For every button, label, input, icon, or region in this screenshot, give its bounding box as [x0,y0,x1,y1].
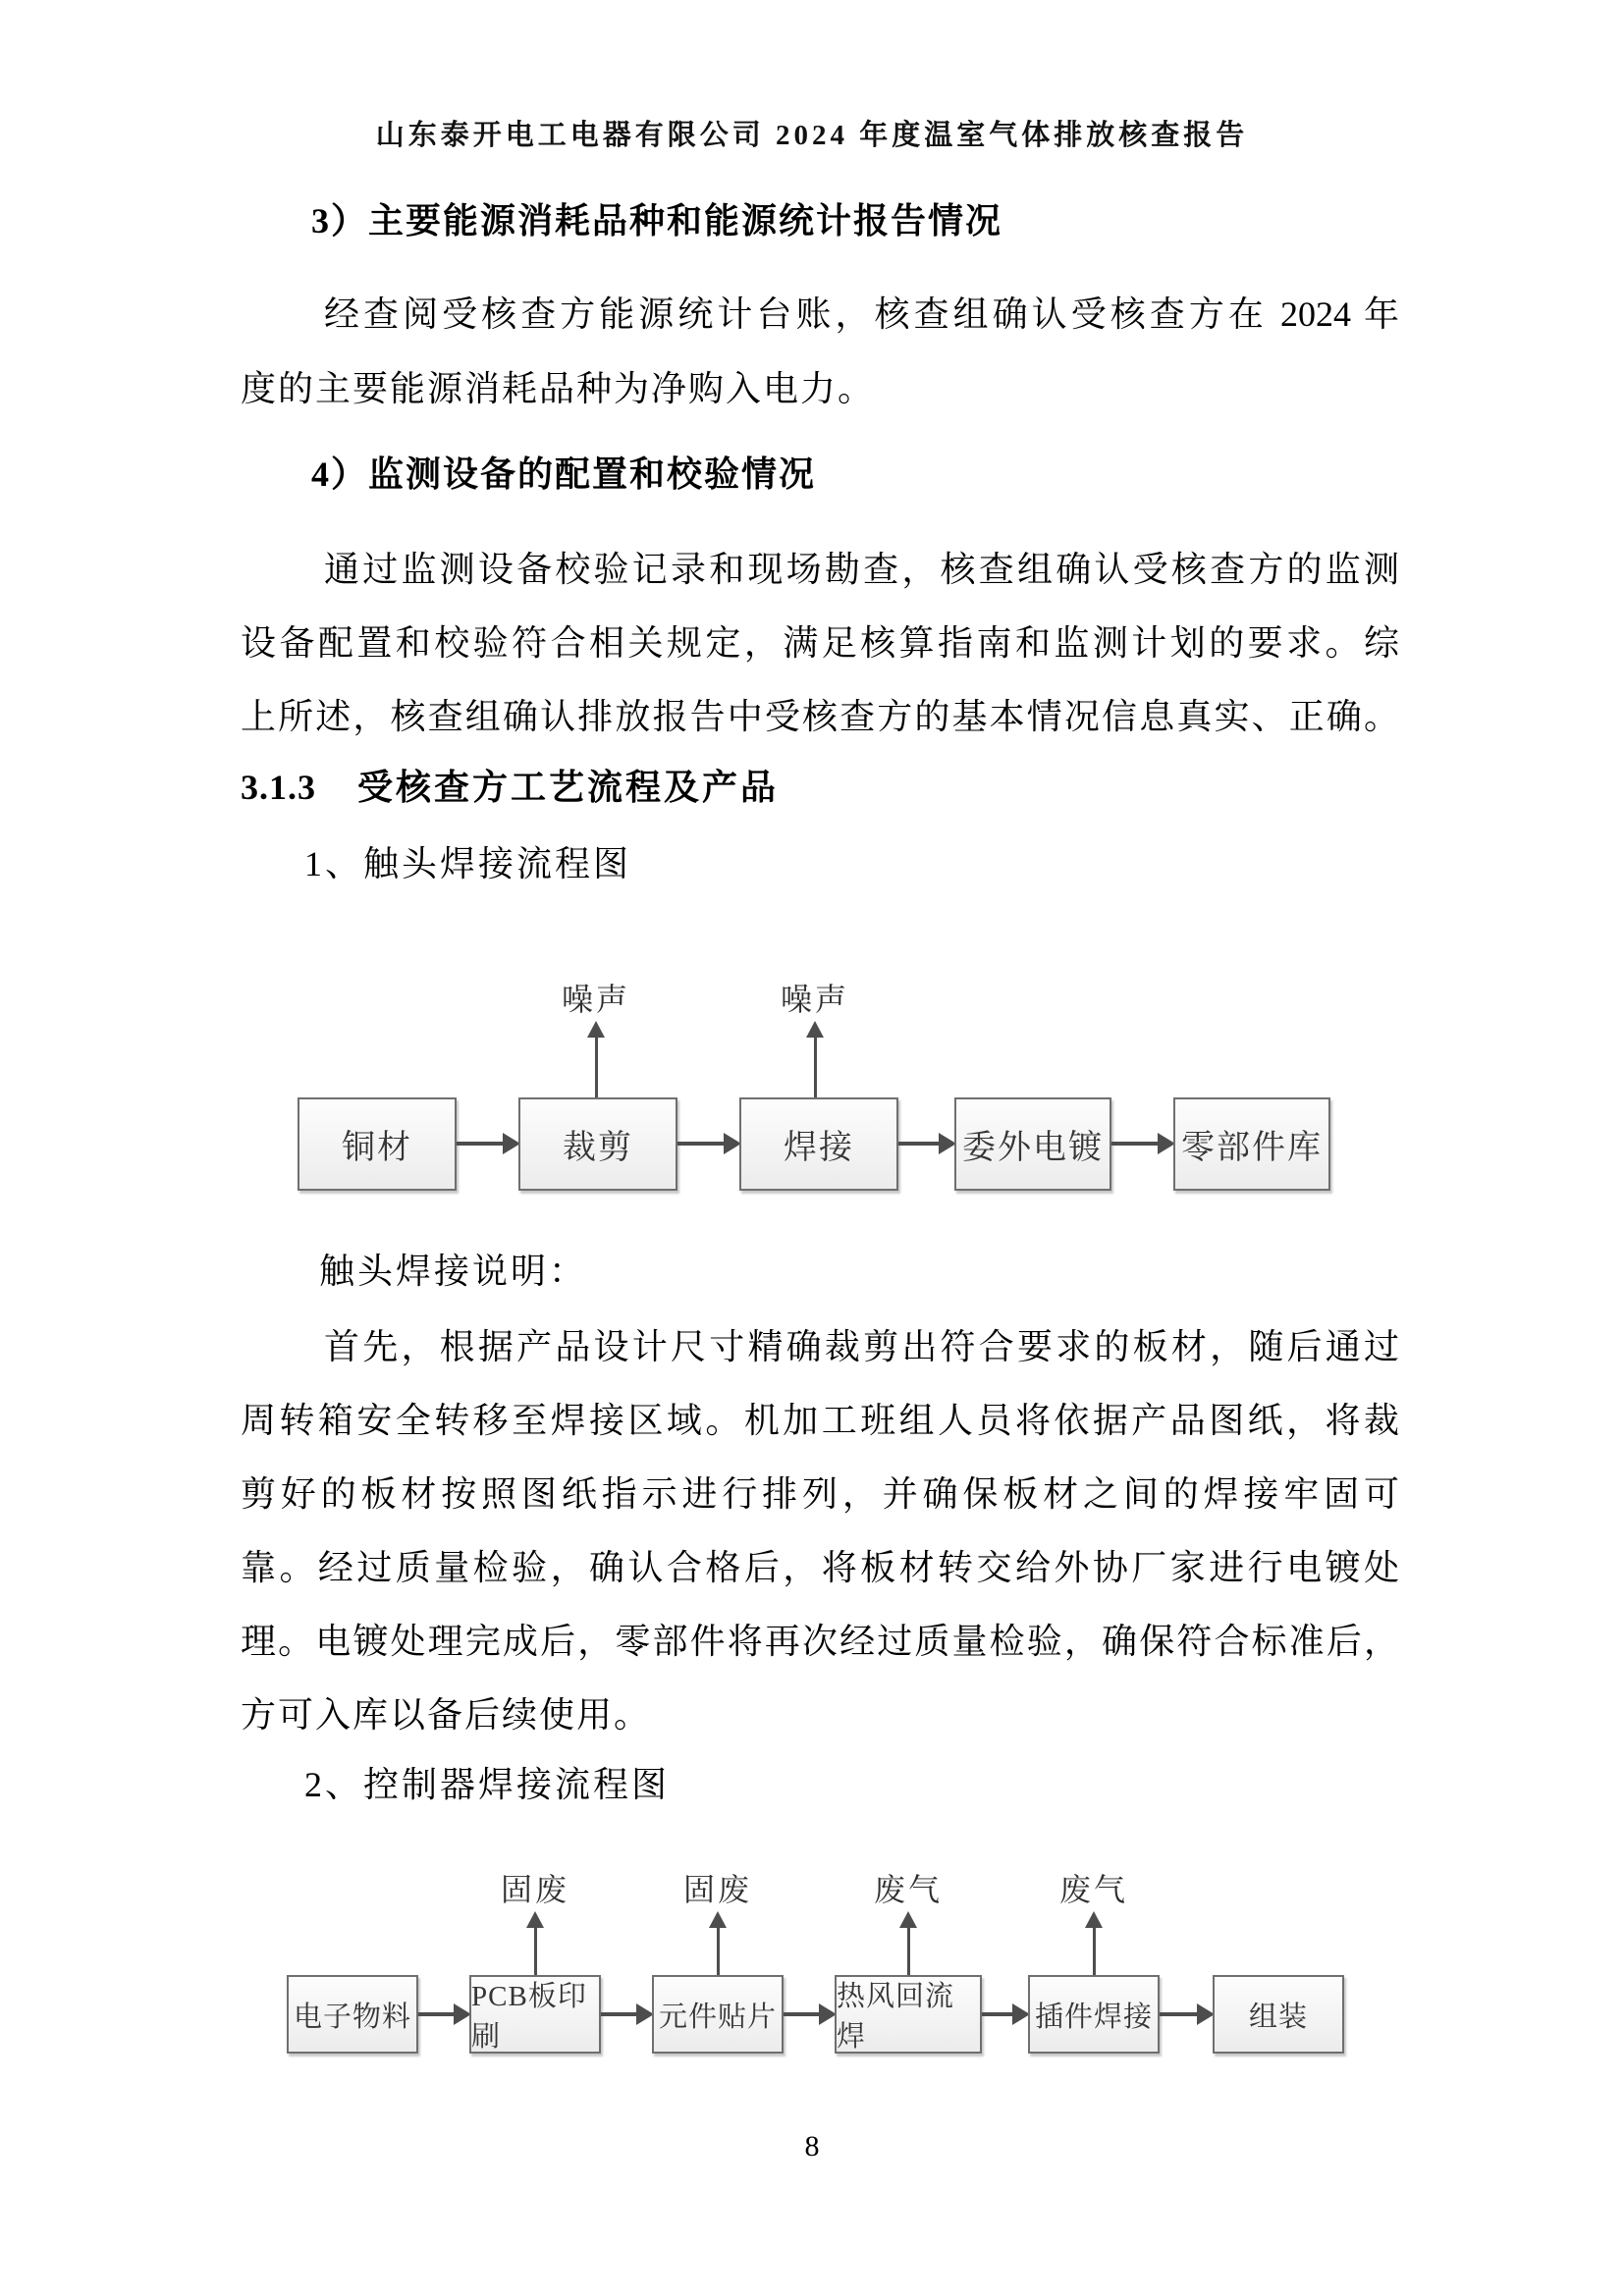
flow-step-assembly: 组装 [1213,1975,1344,2054]
arrow-up-icon [526,1911,544,1928]
arrow-right-icon [784,1995,835,2034]
flow-step-pcb-printing: PCB板印刷 [469,1975,601,2054]
emission-label: 噪声 [780,982,850,1017]
flow-step-copper: 铜材 [298,1097,457,1191]
emission-label: 废气 [1058,1872,1129,1907]
emission-solid-waste-2 [683,1870,752,1975]
emission-waste-gas-2 [1059,1870,1128,1975]
flow-step-welding: 焊接 [739,1097,898,1191]
paragraph-line: 理。电镀处理完成后，零部件将再次经过质量检验，确保符合标准后， [241,1622,1399,1661]
page-number: 8 [804,2130,820,2163]
page-header: 山东泰开电工电器有限公司 2024 年度温室气体排放核查报告 [375,120,1249,151]
paragraph-line: 周转箱安全转移至焊接区域。机加工班组人员将依据产品图纸，将裁 [241,1401,1399,1440]
paragraph-line: 靠。经过质量检验，确认合格后，将板材转交给外协厂家进行电镀处 [241,1548,1399,1587]
arrow-right-icon [982,1995,1028,2034]
arrow-right-icon [418,1995,469,2034]
arrow-right-icon [457,1124,518,1163]
section-4-heading: 4）监测设备的配置和校验情况 [311,454,817,494]
paragraph-line: 首先，根据产品设计尺寸精确裁剪出符合要求的板材，随后通过 [324,1327,1399,1366]
emission-noise-1 [562,980,630,1098]
list-item-1: 1、触头焊接流程图 [304,844,632,883]
paragraph-line: 度的主要能源消耗品种为净购入电力。 [241,369,876,408]
arrow-right-icon [601,1995,652,2034]
arrow-up-icon [587,1021,605,1038]
arrow-line [594,1038,597,1098]
section-3-heading: 3）主要能源消耗品种和能源统计报告情况 [311,201,1003,240]
flow-step-cutting: 裁剪 [518,1097,677,1191]
arrow-right-icon [1160,1995,1213,2034]
emission-label: 废气 [873,1872,944,1907]
section-313-heading [241,766,1399,809]
arrow-line [1092,1928,1095,1975]
arrow-up-icon [806,1021,824,1038]
paragraph-line: 上所述，核查组确认排放报告中受核查方的基本情况信息真实、正确。 [241,697,1399,736]
flow-step-outsourced-plating: 委外电镀 [954,1097,1111,1191]
paragraph-line: 方可入库以备后续使用。 [241,1695,652,1735]
note-title: 触头焊接说明： [319,1252,588,1291]
emission-label: 固废 [500,1872,570,1907]
paragraph-line: 通过监测设备校验记录和现场勘查，核查组确认受核查方的监测 [324,550,1399,589]
paragraph-line: 经查阅受核查方能源统计台账，核查组确认受核查方在 2024 年 [324,294,1399,334]
arrow-up-icon [899,1911,917,1928]
flow-step-through-hole-soldering: 插件焊接 [1028,1975,1160,2054]
arrow-up-icon [709,1911,727,1928]
arrow-right-icon [677,1124,739,1163]
paragraph-line: 剪好的板材按照图纸指示进行排列，并确保板材之间的焊接牢固可 [241,1474,1399,1514]
emission-solid-waste-1 [501,1870,569,1975]
flow-step-electronic-materials: 电子物料 [287,1975,418,2054]
arrow-up-icon [1085,1911,1103,1928]
emission-noise-2 [781,980,849,1098]
arrow-line [716,1928,719,1975]
arrow-line [533,1928,536,1975]
arrow-line [906,1928,909,1975]
list-item-2: 2、控制器焊接流程图 [304,1765,671,1804]
emission-label: 固废 [682,1872,753,1907]
arrow-right-icon [898,1124,954,1163]
paragraph-line: 设备配置和校验符合相关规定，满足核算指南和监测计划的要求。综 [241,623,1399,663]
emission-label: 噪声 [561,982,631,1017]
arrow-line [813,1038,816,1098]
flow-step-parts-warehouse: 零部件库 [1173,1097,1330,1191]
section-number: 3.1.3 [241,768,316,807]
arrow-right-icon [1111,1124,1173,1163]
flow-step-component-placement: 元件贴片 [652,1975,784,2054]
flow-step-hot-air-reflow: 热风回流焊 [835,1975,982,2054]
emission-waste-gas-1 [874,1870,943,1975]
section-title: 受核查方工艺流程及产品 [357,768,780,807]
